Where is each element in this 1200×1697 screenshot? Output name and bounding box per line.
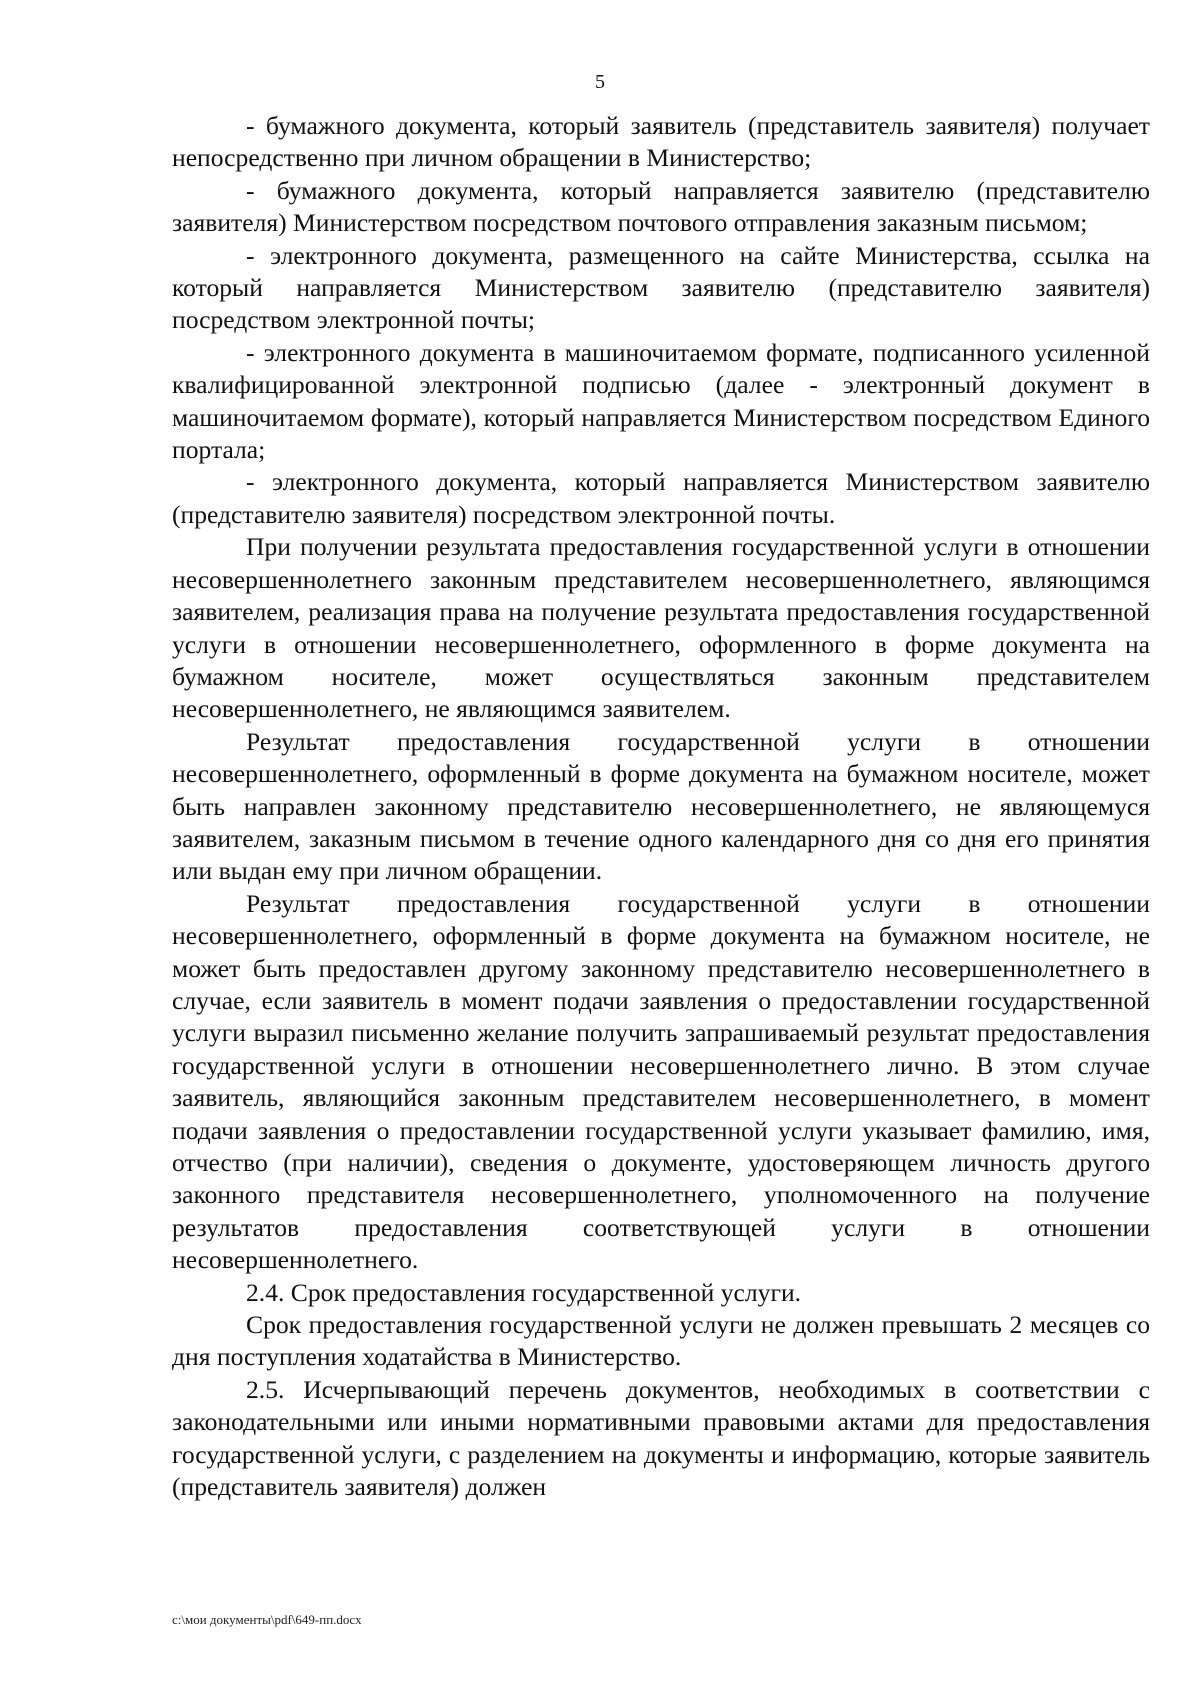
paragraph-electronic-document-machine-readable: - электронного документа в машиночитаемом формате, подписанного усиленной квалифицированной электронной подписью (далее - электронный документ в машиночитаемом формате), который направляется Министерством посредством Единого портала; (172, 337, 1150, 465)
section-heading-2-5: 2.5. Исчерпывающий перечень документов, необходимых в соответствии с законодательными или иными нормативными правовыми актами для предоставления государственной услуги, с разделением на документы и информацию, которые заявитель (представитель заявителя) должен (172, 1374, 1150, 1502)
footer-file-path: c:\мои документы\pdf\649-пп.docx (172, 1612, 362, 1627)
paragraph-electronic-document-site-link: - электронного документа, размещенного на сайте Министерства, ссылка на который направляется Министерством заявителю (представителю заявителя) посредством электронной почты; (172, 240, 1150, 335)
page-number: 5 (595, 71, 605, 93)
paragraph-service-term: Срок предоставления государственной услуги не должен превышать 2 месяцев со дня поступления ходатайства в Министерство. (172, 1310, 1150, 1372)
document-body (172, 110, 1150, 1503)
paragraph-result-sent-registered-mail: Результат предоставления государственной услуги в отношении несовершеннолетнего, оформленный в форме документа на бумажном носителе, может быть направлен законному представителю несовершеннолетнего, не являющемуся заявителем, заказным письмом в течение одного календарного дня со дня его принятия или выдан ему при личном обращении. (172, 726, 1150, 886)
paragraph-result-minor-representative: При получении результата предоставления государственной услуги в отношении несовершеннолетнего законным представителем несовершеннолетнего, являющимся заявителем, реализация права на получение результата предоставления государственной услуги в отношении несовершеннолетнего, оформленного в форме документа на бумажном носителе, может осуществляться законным представителем несовершеннолетнего, не являющимся заявителем. (172, 532, 1150, 724)
section-heading-2-4: 2.4. Срок предоставления государственной услуги. (246, 1277, 802, 1307)
paragraph-paper-document-mail: - бумажного документа, который направляется заявителю (представителю заявителя) Министерством посредством почтового отправления заказным письмом; (172, 175, 1150, 238)
paragraph-electronic-document-email: - электронного документа, который направляется Министерством заявителю (представителю заявителя) посредством электронной почты. (172, 467, 1150, 529)
paragraph-result-not-provided-other-representative: Результат предоставления государственной услуги в отношении несовершеннолетнего, оформленный в форме документа на бумажном носителе, не может быть предоставлен другому законному представителю несовершеннолетнего в случае, если заявитель в момент подачи заявления о предоставлении государственной услуги выразил письменно желание получить запрашиваемый результат предоставления государственной услуги в отношении несовершеннолетнего лично. В этом случае заявитель, являющийся законным представителем несовершеннолетнего, в момент подачи заявления о предоставлении государственной услуги указывает фамилию, имя, отчество (при наличии), сведения о документе, удостоверяющем личность другого законного представителя несовершеннолетнего, уполномоченного на получение результатов предоставления соответствующей услуги в отношении несовершеннолетнего. (172, 888, 1150, 1275)
paragraph-paper-document-personal: - бумажного документа, который заявитель (представитель заявителя) получает непосредственно при личном обращении в Министерство; (172, 111, 1150, 173)
